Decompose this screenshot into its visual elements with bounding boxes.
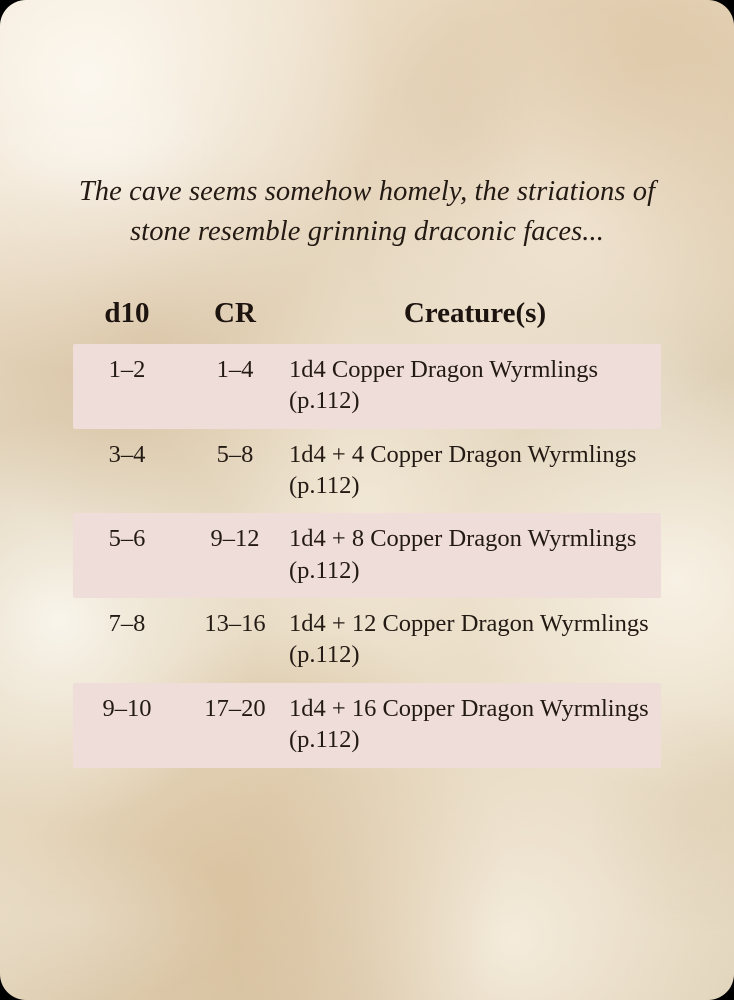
cell-creatures: 1d4 + 16 Copper Dragon Wyrmlings (p.112)	[289, 683, 661, 768]
cell-creatures: 1d4 + 4 Copper Dragon Wyrmlings (p.112)	[289, 440, 637, 500]
cell-cr: 17–20	[181, 683, 289, 768]
table-body	[73, 344, 661, 768]
cell-cr: 1–4	[181, 344, 289, 429]
cell-die: 3–4	[108, 440, 146, 468]
table-header	[73, 297, 661, 344]
cell-creatures: 1d4 + 12 Copper Dragon Wyrmlings (p.112)	[289, 610, 649, 669]
cell-die: 5–6	[73, 513, 181, 598]
table-row	[73, 429, 661, 514]
column-header-die: d10	[104, 296, 150, 329]
cell-creatures: 1d4 + 8 Copper Dragon Wyrmlings (p.112)	[289, 513, 661, 598]
cell-cr: 5–8	[216, 440, 254, 468]
cell-die: 1–2	[73, 344, 181, 429]
cell-creatures: 1d4 Copper Dragon Wyrmlings (p.112)	[289, 344, 661, 429]
table-row	[73, 513, 661, 598]
table-row	[73, 344, 661, 429]
cell-cr: 13–16	[204, 610, 266, 638]
cell-cr: 9–12	[181, 513, 289, 598]
column-header-cr: CR	[214, 296, 256, 329]
cell-die: 9–10	[73, 683, 181, 768]
table-row	[73, 683, 661, 768]
table-row	[73, 598, 661, 683]
cell-die: 7–8	[108, 610, 146, 638]
encounter-table	[73, 297, 661, 768]
flavor-text: The cave seems somehow homely, the striations of stone resemble grinning draconic faces...	[78, 176, 656, 248]
table-header-row	[73, 297, 661, 344]
column-header-creatures: Creature(s)	[403, 296, 547, 329]
